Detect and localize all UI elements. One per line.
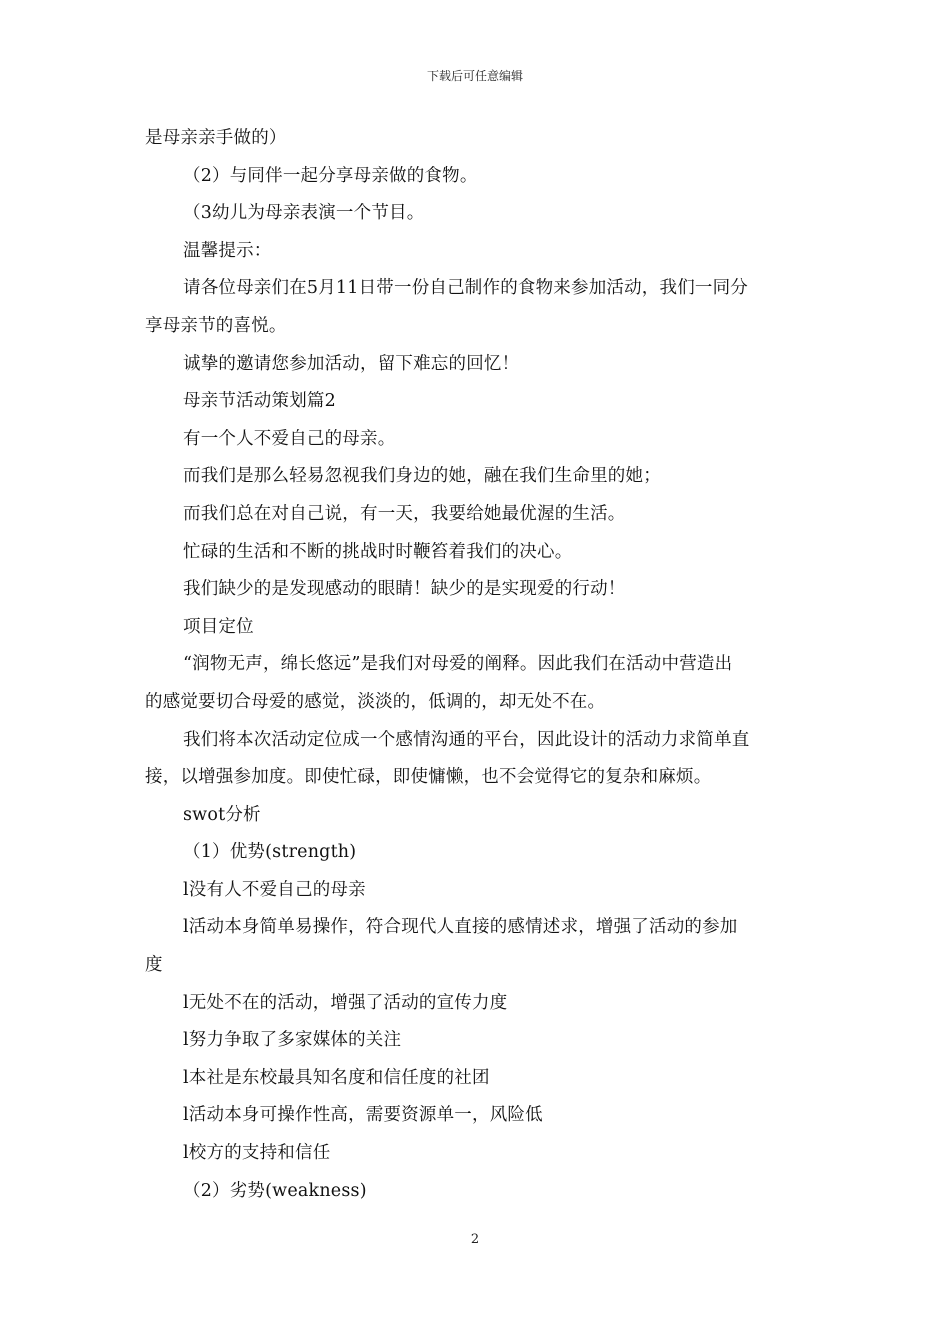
paragraph-line: 我们将本次活动定位成一个感情沟通的平台，因此设计的活动力求简单直 xyxy=(183,729,750,750)
paragraph-line: l活动本身可操作性高，需要资源单一，风险低 xyxy=(183,1105,543,1126)
paragraph-line: 项目定位 xyxy=(183,616,254,637)
document-body xyxy=(145,120,810,1210)
paragraph-line: 我们缺少的是发现感动的眼睛！缺少的是实现爱的行动！ xyxy=(183,579,626,600)
paragraph-line: 而我们是那么轻易忽视我们身边的她，融在我们生命里的她； xyxy=(183,466,661,487)
paragraph-line: 是母亲亲手做的） xyxy=(145,128,287,148)
paragraph-line: 温馨提示： xyxy=(183,240,272,261)
paragraph-line: 忙碌的生活和不断的挑战时时鞭笞着我们的决心。 xyxy=(183,541,573,562)
paragraph-line: l努力争取了多家媒体的关注 xyxy=(183,1030,402,1051)
paragraph-line: 请各位母亲们在5月11日带一份自己制作的食物来参加活动，我们一同分 xyxy=(183,278,748,299)
paragraph-line: 接，以增强参加度。即使忙碌，即使慵懒，也不会觉得它的复杂和麻烦。 xyxy=(145,767,712,788)
paragraph-line: l校方的支持和信任 xyxy=(183,1143,331,1164)
paragraph-line: 有一个人不爱自己的母亲。 xyxy=(183,428,396,449)
paragraph-line: 的感觉要切合母爱的感觉，淡淡的，低调的，却无处不在。 xyxy=(145,691,606,712)
paragraph-line: （2）劣势(weakness) xyxy=(183,1180,367,1201)
paragraph-line: l活动本身简单易操作，符合现代人直接的感情述求，增强了活动的参加 xyxy=(183,917,738,938)
paragraph-line: 诚挚的邀请您参加活动，留下难忘的回忆！ xyxy=(183,353,520,374)
page-number: 2 xyxy=(470,1232,480,1247)
page-header: 下载后可任意编辑 xyxy=(426,69,523,83)
paragraph-line: 母亲节活动策划篇2 xyxy=(183,391,336,412)
paragraph-line: l没有人不爱自己的母亲 xyxy=(183,879,366,900)
paragraph-line: “润物无声，绵长悠远”是我们对母爱的阐释。因此我们在活动中营造出 xyxy=(183,654,733,675)
paragraph-line: （3幼儿为母亲表演一个节目。 xyxy=(183,203,425,224)
paragraph-line: （2）与同伴一起分享母亲做的食物。 xyxy=(183,165,478,186)
paragraph-line: swot分析 xyxy=(183,804,261,825)
paragraph-line: （1）优势(strength) xyxy=(183,842,357,863)
paragraph-line: 享母亲节的喜悦。 xyxy=(145,315,287,336)
paragraph-line: 度 xyxy=(145,955,163,976)
paragraph-line: l本社是东校最具知名度和信任度的社团 xyxy=(183,1067,490,1088)
paragraph-line: 而我们总在对自己说，有一天，我要给她最优渥的生活。 xyxy=(183,503,626,524)
paragraph-line: l无处不在的活动，增强了活动的宣传力度 xyxy=(183,992,508,1013)
